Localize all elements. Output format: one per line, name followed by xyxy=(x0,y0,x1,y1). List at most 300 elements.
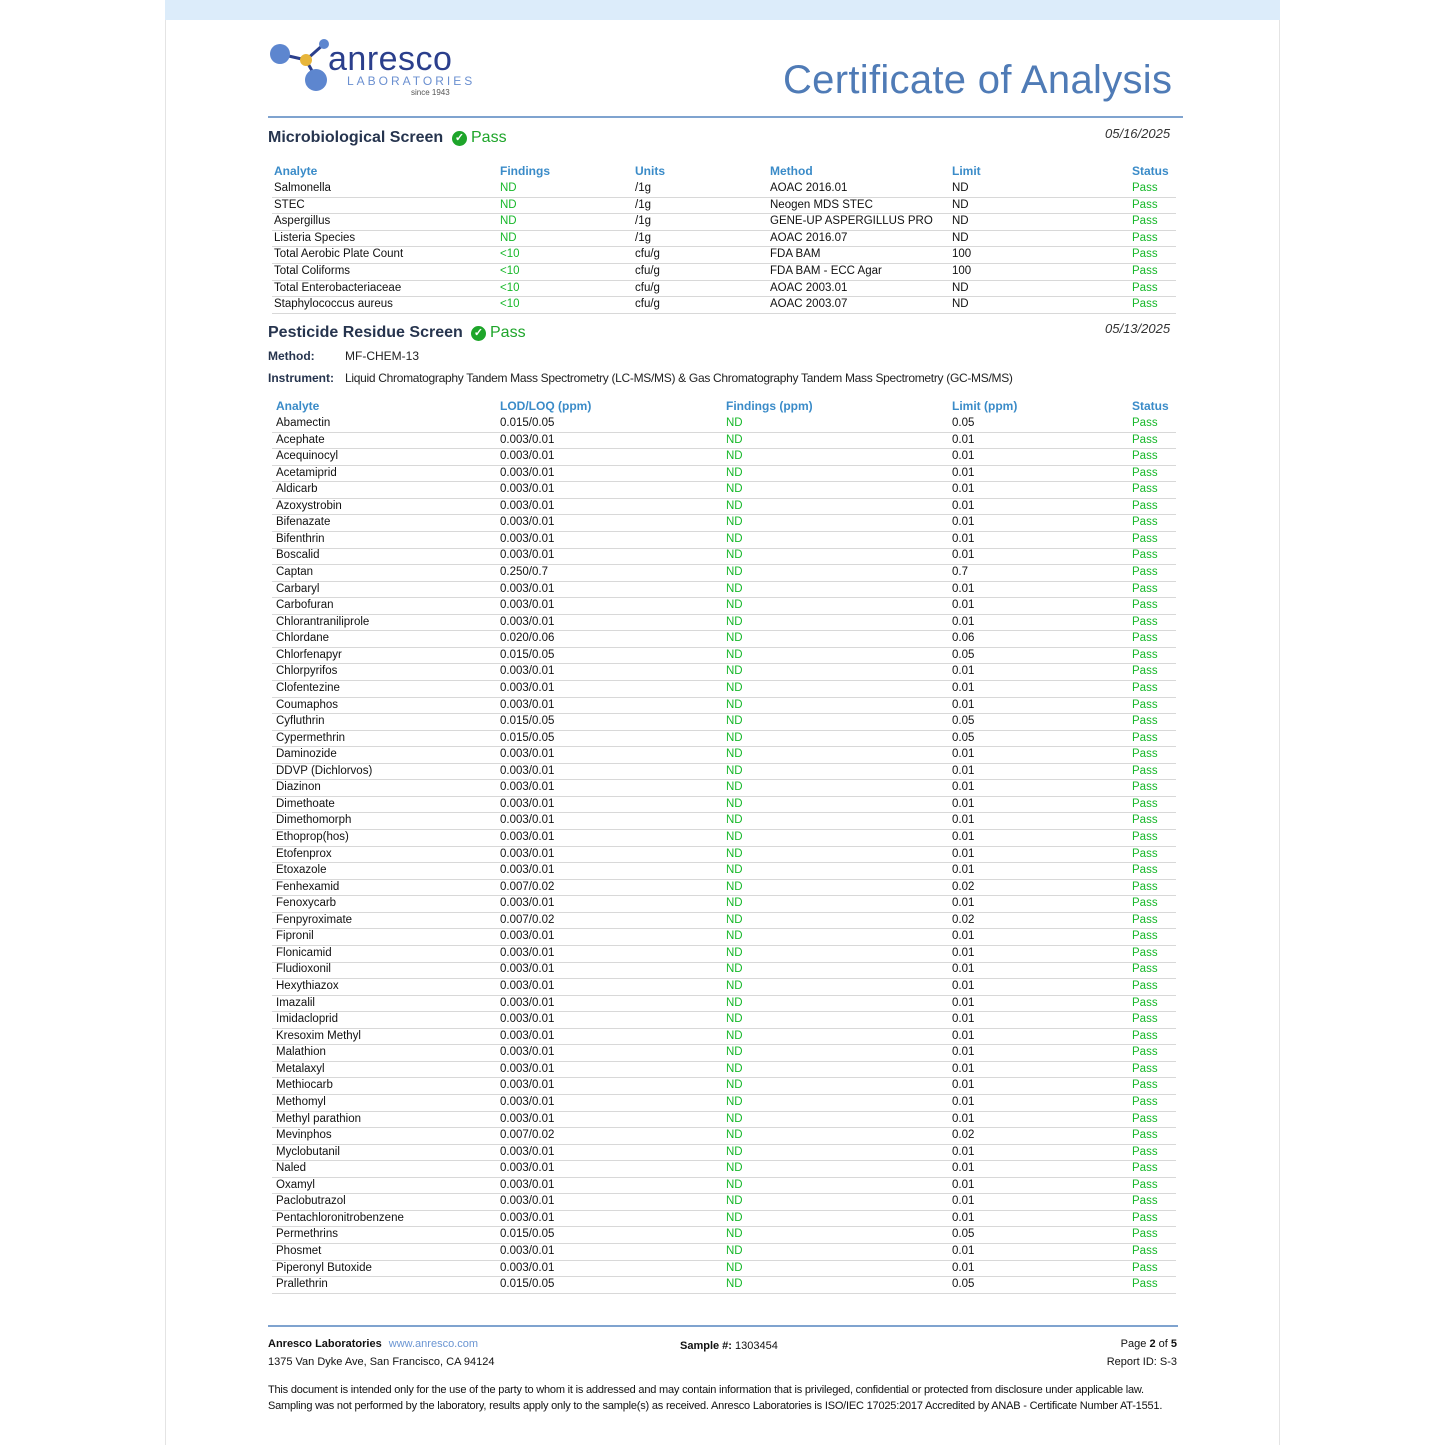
pest-cell-col2: ND xyxy=(726,996,743,1009)
pest-cell-col0: Dimethoate xyxy=(276,797,335,810)
pest-cell-col4: Pass xyxy=(1132,433,1158,446)
pest-cell-col1: 0.007/0.02 xyxy=(500,1129,555,1142)
pest-cell-col0: Daminozide xyxy=(276,748,337,761)
pest-cell-col3: 0.01 xyxy=(952,698,975,711)
pest-table-row xyxy=(272,466,1176,483)
pest-table-row xyxy=(272,996,1176,1013)
pest-cell-col3: 0.01 xyxy=(952,483,975,496)
pest-table-row xyxy=(272,681,1176,698)
pest-table-row xyxy=(272,1112,1176,1129)
page-prefix: Page xyxy=(1120,1338,1147,1350)
pest-cell-col2: ND xyxy=(726,864,743,877)
pest-table-row xyxy=(272,582,1176,599)
pest-cell-col4: Pass xyxy=(1132,1046,1158,1059)
pest-cell-col0: Chlorpyrifos xyxy=(276,665,338,678)
pest-cell-col4: Pass xyxy=(1132,632,1158,645)
pest-cell-col3: 0.01 xyxy=(952,1029,975,1042)
pest-table-row xyxy=(272,548,1176,565)
pest-cell-col1: 0.003/0.01 xyxy=(500,1245,555,1257)
pest-cell-col1: 0.003/0.01 xyxy=(500,1095,555,1108)
micro-table-row xyxy=(272,214,1176,231)
pest-cell-col4: Pass xyxy=(1132,980,1158,993)
pest-cell-col2: ND xyxy=(726,831,743,843)
pest-cell-col3: 0.01 xyxy=(952,864,975,877)
pest-cell-col4: Pass xyxy=(1132,946,1158,959)
pest-cell-col3: 0.01 xyxy=(952,1079,975,1092)
pest-cell-col4: Pass xyxy=(1132,1228,1158,1241)
pest-table-row xyxy=(272,830,1176,847)
pest-cell-col1: 0.003/0.01 xyxy=(500,897,555,910)
micro-header-findings: Findings xyxy=(500,164,550,178)
pest-cell-col4: Pass xyxy=(1132,1095,1158,1108)
pest-cell-col3: 0.01 xyxy=(952,847,975,860)
micro-cell-col3: AOAC 2003.01 xyxy=(770,281,848,294)
pest-cell-col4: Pass xyxy=(1132,698,1158,711)
pest-table-row xyxy=(272,847,1176,864)
micro-cell-col2: /1g xyxy=(635,231,651,244)
pest-cell-col0: Phosmet xyxy=(276,1245,322,1257)
logo-subtitle: LABORATORIES xyxy=(347,74,476,88)
micro-cell-col2: /1g xyxy=(635,198,651,211)
pest-table-row xyxy=(272,913,1176,930)
pest-cell-col3: 0.01 xyxy=(952,897,975,910)
pest-cell-col3: 0.05 xyxy=(952,1228,975,1241)
pest-cell-col3: 0.05 xyxy=(952,417,975,429)
pest-cell-col3: 0.05 xyxy=(952,1278,975,1291)
micro-cell-col2: cfu/g xyxy=(635,248,660,261)
pest-table-row xyxy=(272,946,1176,963)
pest-cell-col2: ND xyxy=(726,1195,743,1208)
pest-table-row xyxy=(272,1211,1176,1228)
pest-table-row xyxy=(272,615,1176,632)
pest-cell-col1: 0.003/0.01 xyxy=(500,599,555,612)
report-id: Report ID: S-3 xyxy=(1106,1356,1177,1368)
micro-cell-col0: Total Enterobacteriaceae xyxy=(274,281,402,294)
pest-cell-col4: Pass xyxy=(1132,1245,1158,1257)
micro-header-method: Method xyxy=(770,164,813,178)
pest-cell-col0: Fenhexamid xyxy=(276,880,340,893)
pest-cell-col1: 0.003/0.01 xyxy=(500,665,555,678)
pest-cell-col0: Paclobutrazol xyxy=(276,1195,346,1208)
pest-cell-col0: Acephate xyxy=(276,433,325,446)
check-circle-icon: ✓ xyxy=(452,131,467,146)
pest-cell-col4: Pass xyxy=(1132,499,1158,512)
pest-cell-col0: Cyfluthrin xyxy=(276,715,325,728)
pest-table-row xyxy=(272,780,1176,797)
pest-table-row xyxy=(272,1095,1176,1112)
pest-cell-col1: 0.003/0.01 xyxy=(500,582,555,595)
pest-cell-col4: Pass xyxy=(1132,764,1158,777)
pest-cell-col0: Captan xyxy=(276,566,314,579)
pest-cell-col2: ND xyxy=(726,615,743,628)
pest-cell-col4: Pass xyxy=(1132,665,1158,678)
micro-cell-col5: Pass xyxy=(1132,298,1158,311)
pest-cell-col2: ND xyxy=(726,632,743,645)
pest-cell-col1: 0.003/0.01 xyxy=(500,764,555,777)
pest-cell-col0: Fludioxonil xyxy=(276,963,331,976)
pest-cell-col1: 0.003/0.01 xyxy=(500,615,555,628)
pest-cell-col2: ND xyxy=(726,731,743,744)
pest-cell-col4: Pass xyxy=(1132,880,1158,893)
pest-cell-col0: Hexythiazox xyxy=(276,980,339,993)
pest-cell-col2: ND xyxy=(726,483,743,496)
pest-cell-col2: ND xyxy=(726,847,743,860)
pest-cell-col4: Pass xyxy=(1132,781,1158,794)
micro-header-analyte: Analyte xyxy=(274,164,318,178)
pest-cell-col1: 0.003/0.01 xyxy=(500,483,555,496)
pest-cell-col4: Pass xyxy=(1132,748,1158,761)
pest-table-row xyxy=(272,979,1176,996)
pest-cell-col1: 0.003/0.01 xyxy=(500,681,555,694)
micro-cell-col3: AOAC 2016.01 xyxy=(770,182,848,194)
pest-table-row xyxy=(272,433,1176,450)
pest-header-status: Status xyxy=(1132,399,1169,413)
pest-table-row xyxy=(272,1161,1176,1178)
pest-cell-col2: ND xyxy=(726,880,743,893)
pest-cell-col0: Naled xyxy=(276,1162,307,1175)
pest-pass-badge xyxy=(471,324,526,342)
pest-cell-col1: 0.003/0.01 xyxy=(500,814,555,827)
instrument-value: Liquid Chromatography Tandem Mass Spectrometry (LC-MS/MS) & Gas Chromatography Tandem Mass Spectrometry (GC-MS/MS) xyxy=(345,371,1013,385)
anresco-logo-icon xyxy=(268,38,332,94)
pest-cell-col1: 0.003/0.01 xyxy=(500,1046,555,1059)
pest-cell-col1: 0.003/0.01 xyxy=(500,831,555,843)
footer-address: 1375 Van Dyke Ave, San Francisco, CA 94124 xyxy=(268,1356,495,1368)
pest-cell-col0: Methomyl xyxy=(276,1095,326,1108)
pest-cell-col3: 0.01 xyxy=(952,433,975,446)
pest-cell-col1: 0.003/0.01 xyxy=(500,1211,555,1224)
pest-cell-col1: 0.003/0.01 xyxy=(500,1079,555,1092)
pest-table-row xyxy=(272,962,1176,979)
pest-cell-col2: ND xyxy=(726,566,743,579)
pest-cell-col2: ND xyxy=(726,913,743,926)
pest-cell-col2: ND xyxy=(726,665,743,678)
pest-cell-col1: 0.003/0.01 xyxy=(500,499,555,512)
footer-company: Anresco Laboratories xyxy=(268,1338,382,1350)
pest-cell-col4: Pass xyxy=(1132,1062,1158,1075)
pest-table-row xyxy=(272,1062,1176,1079)
pest-table-row xyxy=(272,764,1176,781)
pest-cell-col0: Azoxystrobin xyxy=(276,499,342,512)
pest-cell-col0: Etofenprox xyxy=(276,847,332,860)
pest-cell-col3: 0.01 xyxy=(952,980,975,993)
pest-cell-col3: 0.01 xyxy=(952,1162,975,1175)
pest-table-row xyxy=(272,929,1176,946)
micro-cell-col5: Pass xyxy=(1132,231,1158,244)
pest-cell-col3: 0.01 xyxy=(952,516,975,529)
micro-cell-col3: Neogen MDS STEC xyxy=(770,198,873,211)
pest-cell-col3: 0.01 xyxy=(952,781,975,794)
pest-cell-col1: 0.003/0.01 xyxy=(500,1145,555,1158)
logo-wordmark: anresco xyxy=(328,40,453,78)
pest-cell-col1: 0.003/0.01 xyxy=(500,1162,555,1175)
micro-date: 05/16/2025 xyxy=(1105,126,1171,141)
pest-cell-col3: 0.02 xyxy=(952,880,975,893)
footer-divider xyxy=(268,1325,1178,1327)
pest-cell-col0: Carbofuran xyxy=(276,599,334,612)
pest-cell-col2: ND xyxy=(726,1278,743,1291)
pest-cell-col4: Pass xyxy=(1132,483,1158,496)
micro-status: Pass xyxy=(471,129,507,146)
pest-cell-col1: 0.003/0.01 xyxy=(500,1112,555,1125)
pest-cell-col2: ND xyxy=(726,980,743,993)
sample-label: Sample #: xyxy=(680,1340,732,1352)
pest-cell-col4: Pass xyxy=(1132,681,1158,694)
micro-cell-col0: Salmonella xyxy=(274,182,331,194)
pest-table-row xyxy=(272,1277,1176,1294)
pest-cell-col1: 0.003/0.01 xyxy=(500,1178,555,1191)
pest-cell-col4: Pass xyxy=(1132,466,1158,479)
pest-cell-col0: Fipronil xyxy=(276,930,314,943)
micro-cell-col4: ND xyxy=(952,298,969,311)
pest-cell-col0: Ethoprop(hos) xyxy=(276,831,349,843)
pest-cell-col3: 0.01 xyxy=(952,549,975,562)
pest-cell-col2: ND xyxy=(726,748,743,761)
footer-website-link[interactable]: www.anresco.com xyxy=(388,1338,479,1350)
pest-table-row xyxy=(272,1145,1176,1162)
pest-cell-col0: Imazalil xyxy=(276,996,315,1009)
micro-cell-col5: Pass xyxy=(1132,198,1158,211)
micro-cell-col0: Total Coliforms xyxy=(274,265,351,277)
micro-cell-col4: ND xyxy=(952,281,969,294)
pest-table-row xyxy=(272,532,1176,549)
pest-header-lod-loq-ppm-: LOD/LOQ (ppm) xyxy=(500,399,592,413)
pest-cell-col4: Pass xyxy=(1132,1029,1158,1042)
pest-cell-col4: Pass xyxy=(1132,549,1158,562)
micro-cell-col0: Staphylococcus aureus xyxy=(274,298,393,311)
pest-cell-col4: Pass xyxy=(1132,1195,1158,1208)
pest-cell-col2: ND xyxy=(726,1162,743,1175)
pest-cell-col3: 0.01 xyxy=(952,1211,975,1224)
pest-cell-col3: 0.01 xyxy=(952,1062,975,1075)
pest-cell-col4: Pass xyxy=(1132,847,1158,860)
micro-cell-col2: /1g xyxy=(635,182,651,194)
micro-table-row xyxy=(272,198,1176,215)
pest-header-analyte: Analyte xyxy=(276,399,320,413)
pest-table-row xyxy=(272,863,1176,880)
pest-cell-col0: Clofentezine xyxy=(276,681,340,694)
method-value: MF-CHEM-13 xyxy=(345,349,419,363)
pest-cell-col4: Pass xyxy=(1132,1178,1158,1191)
pest-cell-col1: 0.003/0.01 xyxy=(500,549,555,562)
pest-cell-col2: ND xyxy=(726,1228,743,1241)
micro-table-row xyxy=(272,247,1176,264)
micro-table-row xyxy=(272,181,1176,198)
method-label: Method: xyxy=(268,349,315,363)
pest-cell-col1: 0.003/0.01 xyxy=(500,1029,555,1042)
micro-cell-col3: GENE-UP ASPERGILLUS PRO xyxy=(770,215,933,228)
check-circle-icon: ✓ xyxy=(471,326,486,341)
pest-cell-col4: Pass xyxy=(1132,516,1158,529)
pest-cell-col1: 0.003/0.01 xyxy=(500,433,555,446)
pest-cell-col1: 0.003/0.01 xyxy=(500,748,555,761)
micro-header-status: Status xyxy=(1132,164,1169,178)
pest-cell-col4: Pass xyxy=(1132,814,1158,827)
pest-cell-col1: 0.003/0.01 xyxy=(500,946,555,959)
logo-since: since 1943 xyxy=(411,88,450,97)
micro-header-units: Units xyxy=(635,164,665,178)
pest-cell-col2: ND xyxy=(726,582,743,595)
pest-cell-col2: ND xyxy=(726,1178,743,1191)
pest-cell-col0: Myclobutanil xyxy=(276,1145,340,1158)
pest-cell-col0: Aldicarb xyxy=(276,483,318,496)
pest-table-row xyxy=(272,1128,1176,1145)
pest-cell-col0: Oxamyl xyxy=(276,1178,315,1191)
pest-cell-col0: Pentachloronitrobenzene xyxy=(276,1211,404,1224)
micro-cell-col1: ND xyxy=(500,182,517,194)
pest-cell-col1: 0.003/0.01 xyxy=(500,1062,555,1075)
pest-table-row xyxy=(272,1012,1176,1029)
pest-cell-col1: 0.015/0.05 xyxy=(500,1228,555,1241)
pest-table-row xyxy=(272,797,1176,814)
pest-cell-col1: 0.003/0.01 xyxy=(500,1195,555,1208)
micro-table-row xyxy=(272,297,1176,314)
pest-cell-col4: Pass xyxy=(1132,582,1158,595)
pest-cell-col3: 0.05 xyxy=(952,731,975,744)
micro-cell-col4: ND xyxy=(952,231,969,244)
pest-cell-col2: ND xyxy=(726,797,743,810)
pest-cell-col3: 0.06 xyxy=(952,632,975,645)
pest-cell-col2: ND xyxy=(726,1079,743,1092)
pest-table-row xyxy=(272,631,1176,648)
pest-cell-col0: Chlordane xyxy=(276,632,330,645)
pest-cell-col2: ND xyxy=(726,781,743,794)
pest-cell-col2: ND xyxy=(726,417,743,429)
pest-cell-col4: Pass xyxy=(1132,450,1158,463)
pest-cell-col1: 0.003/0.01 xyxy=(500,963,555,976)
micro-cell-col1: ND xyxy=(500,231,517,244)
pest-cell-col4: Pass xyxy=(1132,797,1158,810)
pest-table-row xyxy=(272,565,1176,582)
pest-table-row xyxy=(272,1261,1176,1278)
micro-cell-col5: Pass xyxy=(1132,182,1158,194)
micro-pass-badge xyxy=(452,129,507,147)
pest-cell-col3: 0.01 xyxy=(952,831,975,843)
pest-cell-col1: 0.003/0.01 xyxy=(500,1261,555,1274)
micro-cell-col0: Listeria Species xyxy=(274,231,356,244)
pest-cell-col1: 0.003/0.01 xyxy=(500,980,555,993)
pest-cell-col4: Pass xyxy=(1132,648,1158,661)
pest-cell-col3: 0.01 xyxy=(952,1195,975,1208)
pest-cell-col2: ND xyxy=(726,450,743,463)
pest-cell-col2: ND xyxy=(726,1013,743,1026)
pest-table-row xyxy=(272,499,1176,516)
pest-cell-col1: 0.015/0.05 xyxy=(500,648,555,661)
pest-cell-col3: 0.01 xyxy=(952,499,975,512)
pest-cell-col0: Metalaxyl xyxy=(276,1062,325,1075)
pest-cell-col0: Abamectin xyxy=(276,417,331,429)
pest-table-row xyxy=(272,664,1176,681)
micro-cell-col2: /1g xyxy=(635,215,651,228)
pest-cell-col2: ND xyxy=(726,1046,743,1059)
pest-cell-col2: ND xyxy=(726,1245,743,1257)
pest-cell-col4: Pass xyxy=(1132,1112,1158,1125)
pest-cell-col3: 0.01 xyxy=(952,814,975,827)
pest-cell-col4: Pass xyxy=(1132,566,1158,579)
pest-table-row xyxy=(272,648,1176,665)
micro-cell-col2: cfu/g xyxy=(635,265,660,277)
pest-cell-col1: 0.007/0.02 xyxy=(500,913,555,926)
micro-cell-col1: ND xyxy=(500,215,517,228)
page-of: of xyxy=(1158,1338,1168,1350)
micro-cell-col5: Pass xyxy=(1132,265,1158,277)
pest-cell-col1: 0.015/0.05 xyxy=(500,731,555,744)
micro-cell-col2: cfu/g xyxy=(635,281,660,294)
pest-table-row xyxy=(272,1244,1176,1261)
micro-cell-col3: FDA BAM xyxy=(770,248,821,261)
pest-cell-col3: 0.05 xyxy=(952,648,975,661)
pest-cell-col1: 0.003/0.01 xyxy=(500,698,555,711)
pest-cell-col0: Bifenazate xyxy=(276,516,331,529)
pest-cell-col3: 0.01 xyxy=(952,797,975,810)
pest-cell-col2: ND xyxy=(726,549,743,562)
pest-table-row xyxy=(272,449,1176,466)
pest-cell-col2: ND xyxy=(726,764,743,777)
micro-cell-col1: <10 xyxy=(500,281,520,294)
pest-cell-col0: Dimethomorph xyxy=(276,814,352,827)
pest-cell-col1: 0.015/0.05 xyxy=(500,715,555,728)
pest-cell-col2: ND xyxy=(726,1062,743,1075)
micro-cell-col5: Pass xyxy=(1132,281,1158,294)
pest-cell-col1: 0.003/0.01 xyxy=(500,450,555,463)
pest-cell-col4: Pass xyxy=(1132,715,1158,728)
pest-cell-col0: Prallethrin xyxy=(276,1278,328,1291)
pest-cell-col4: Pass xyxy=(1132,831,1158,843)
pest-cell-col2: ND xyxy=(726,466,743,479)
micro-cell-col1: <10 xyxy=(500,248,520,261)
pest-cell-col0: Kresoxim Methyl xyxy=(276,1029,361,1042)
pest-cell-col4: Pass xyxy=(1132,417,1158,429)
pest-cell-col2: ND xyxy=(726,963,743,976)
pest-cell-col0: DDVP (Dichlorvos) xyxy=(276,764,373,777)
micro-cell-col0: Aspergillus xyxy=(274,215,331,228)
pest-status: Pass xyxy=(490,324,526,341)
pest-cell-col3: 0.01 xyxy=(952,466,975,479)
pest-cell-col0: Cypermethrin xyxy=(276,731,346,744)
pest-table-row xyxy=(272,515,1176,532)
pest-cell-col2: ND xyxy=(726,532,743,545)
micro-cell-col0: Total Aerobic Plate Count xyxy=(274,248,404,261)
pest-section-title: Pesticide Residue Screen xyxy=(268,324,463,341)
pest-table-row xyxy=(272,1194,1176,1211)
pest-table-row xyxy=(272,698,1176,715)
top-strip xyxy=(165,0,1280,20)
pest-cell-col3: 0.01 xyxy=(952,1145,975,1158)
pest-cell-col0: Mevinphos xyxy=(276,1129,332,1142)
pest-cell-col0: Chlorfenapyr xyxy=(276,648,342,661)
micro-cell-col5: Pass xyxy=(1132,248,1158,261)
micro-section-title: Microbiological Screen xyxy=(268,129,444,146)
pest-cell-col2: ND xyxy=(726,946,743,959)
pest-cell-col4: Pass xyxy=(1132,930,1158,943)
pest-table-row xyxy=(272,747,1176,764)
pest-cell-col2: ND xyxy=(726,715,743,728)
pest-cell-col4: Pass xyxy=(1132,1211,1158,1224)
pest-cell-col3: 0.01 xyxy=(952,599,975,612)
pest-cell-col4: Pass xyxy=(1132,897,1158,910)
pest-cell-col0: Acequinocyl xyxy=(276,450,339,463)
pest-cell-col0: Chlorantraniliprole xyxy=(276,615,370,628)
pest-cell-col4: Pass xyxy=(1132,1079,1158,1092)
pest-cell-col0: Methiocarb xyxy=(276,1079,333,1092)
pest-table-row xyxy=(272,731,1176,748)
pest-cell-col2: ND xyxy=(726,698,743,711)
pest-cell-col2: ND xyxy=(726,516,743,529)
pest-cell-col0: Coumaphos xyxy=(276,698,339,711)
pest-cell-col3: 0.01 xyxy=(952,930,975,943)
pest-cell-col0: Piperonyl Butoxide xyxy=(276,1261,372,1274)
pest-cell-col4: Pass xyxy=(1132,1145,1158,1158)
